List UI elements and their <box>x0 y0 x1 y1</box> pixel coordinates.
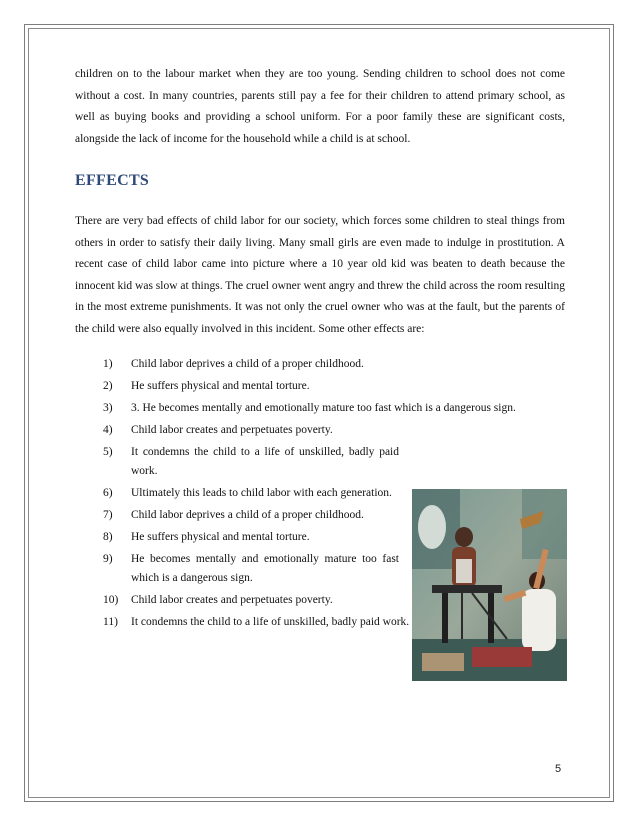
list-item-number: 1) <box>103 358 113 370</box>
list-item <box>75 443 399 481</box>
list-item-number: 6) <box>103 487 113 499</box>
list-item-text: It condemns the child to a life of unskilled, badly paid work. <box>131 446 399 477</box>
list-item-number: 7) <box>103 509 113 521</box>
list-item-text: It condemns the child to a life of unskilled, badly paid work. <box>131 616 410 628</box>
list-item <box>75 484 399 503</box>
list-item-text: Child labor creates and perpetuates poverty. <box>131 594 333 606</box>
section-heading-effects: EFFECTS <box>75 172 150 189</box>
list-item-text: Child labor deprives a child of a proper childhood. <box>131 509 364 521</box>
list-item-number: 8) <box>103 531 113 543</box>
list-item-number: 5) <box>103 446 113 458</box>
list-item-number: 9) <box>103 553 113 565</box>
list-item <box>75 355 565 374</box>
list-item-number: 11) <box>103 616 118 628</box>
list-item-number: 2) <box>103 380 113 392</box>
list-item-text: He suffers physical and mental torture. <box>131 380 310 392</box>
list-item-number: 3) <box>103 402 113 414</box>
list-item-text: Child labor creates and perpetuates poverty. <box>131 424 333 436</box>
list-item-text: Child labor deprives a child of a proper childhood. <box>131 358 364 370</box>
page-number: 5 <box>555 763 562 775</box>
list-item <box>75 528 399 547</box>
list-item-text: Ultimately this leads to child labor with each generation. <box>131 487 392 499</box>
intro-paragraph: children on to the labour market when they are too young. Sending children to school does not come without a cost. In many countries, parents still pay a fee for their children to attend primary school, as well as buying books and providing a school uniform. For a poor family these are significant costs, alongside the lack of income for the household while a child is at school. <box>75 68 565 145</box>
list-item-text: He suffers physical and mental torture. <box>131 531 310 543</box>
list-item-text: He becomes mentally and emotionally mature too fast which is a dangerous sign. <box>131 553 399 584</box>
list-item-number: 10) <box>103 594 119 606</box>
list-item <box>75 506 399 525</box>
child-labor-photo <box>412 489 567 681</box>
list-item <box>75 377 565 396</box>
list-item <box>75 399 565 418</box>
list-item-number: 4) <box>103 424 113 436</box>
list-item <box>75 421 565 440</box>
effects-intro-paragraph: There are very bad effects of child labor for our society, which forces some children to steal things from others in order to satisfy their daily living. Many small girls are even made to indulge in prostitution. A recent case of child labor came into picture where a 10 year old kid was beaten to death because the innocent kid was slow at things. The cruel owner went angry and threw the child across the room resulting in the most extreme punishments. It was not only the cruel owner who was at the fault, but the parents of the child were also equally involved in this incident. Some other effects are: <box>75 215 566 335</box>
list-item-text: 3. He becomes mentally and emotionally mature too fast which is a dangerous sign. <box>131 402 516 414</box>
list-item <box>75 550 399 588</box>
